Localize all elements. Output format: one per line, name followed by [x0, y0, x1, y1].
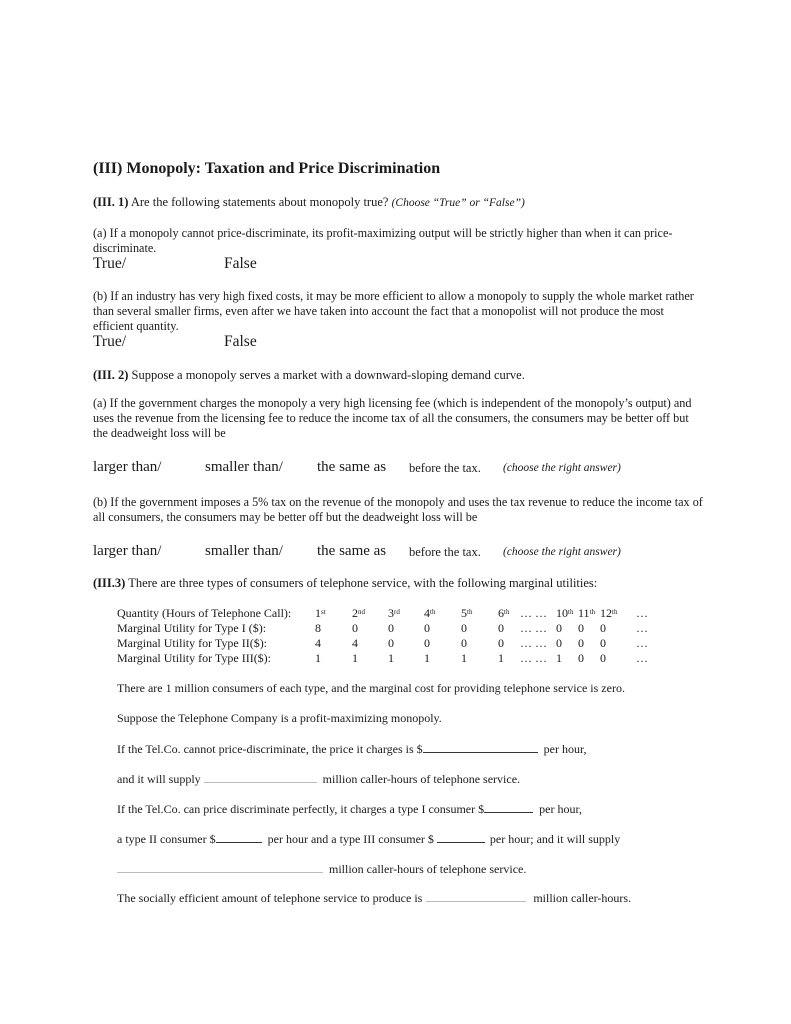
- table-row-type1: Marginal Utility for Type I ($): 8 0 0 0 0 0 … … 0 0 0 …: [117, 621, 651, 636]
- ellipsis: …: [636, 606, 648, 620]
- table-row-type3: Marginal Utility for Type III($): 1 1 1 1 1 1 … … 1 0 0 …: [117, 651, 651, 666]
- question-1b-text: (b) If an industry has very high fixed costs, it may be more efficient to allow a monopoly to supply the whole market rather than several smaller firms, even after we have taken into account the fact that a monopolist will not produce the most efficient quantity.: [93, 289, 694, 334]
- question-3-type2-type3-price: a type II consumer $ per hour and a type III consumer $ per hour; and it will supply: [117, 832, 621, 846]
- question-3-efficient-amount: The socially efficient amount of telephone service to produce is million caller-hours.: [117, 891, 632, 905]
- efficient-amount-field[interactable]: [426, 889, 526, 902]
- quantity-header: 1st: [315, 606, 326, 620]
- quantity-header: 11th: [578, 606, 596, 620]
- question-2b-text: (b) If the government imposes a 5% tax on the revenue of the monopoly and uses the tax revenue to reduce the income tax of all consumers, the consumers may be better off but the deadweight loss will be: [93, 495, 703, 525]
- question-3-text: There are three types of consumers of telephone service, with the following marginal utilities:: [125, 576, 598, 590]
- page-title: (III) Monopoly: Taxation and Price Discrimination: [93, 160, 441, 177]
- question-2b-larger-option[interactable]: larger than/: [93, 543, 162, 559]
- price-answer-field[interactable]: [423, 740, 538, 753]
- question-2a-smaller-option[interactable]: smaller than/: [205, 459, 283, 475]
- quantity-header: 6th: [498, 606, 510, 620]
- question-2-text: Suppose a monopoly serves a market with a downward-sloping demand curve.: [128, 368, 525, 382]
- question-1-hint: (Choose “True” or “False”): [391, 197, 525, 209]
- question-1-label: (III. 1): [93, 195, 129, 209]
- quantity-header: 5th: [461, 606, 473, 620]
- marginal-utility-table: [117, 606, 651, 666]
- question-1b-false-option[interactable]: False: [224, 333, 257, 350]
- question-3-discrimination-quantity: million caller-hours of telephone service.: [117, 860, 526, 877]
- row-label: Marginal Utility for Type II($):: [117, 636, 268, 650]
- ellipsis: …: [636, 651, 648, 665]
- question-2a-same-option[interactable]: the same as: [317, 459, 387, 475]
- type2-price-field[interactable]: [216, 830, 262, 843]
- ellipsis: … …: [520, 606, 547, 620]
- ellipsis: … …: [520, 621, 547, 635]
- type1-price-field[interactable]: [484, 800, 533, 813]
- question-2b-same-option[interactable]: the same as: [317, 543, 387, 559]
- question-1-text: Are the following statements about monopoly true?: [128, 195, 392, 209]
- quantity-header: 4th: [424, 606, 436, 620]
- type3-price-field[interactable]: [437, 830, 485, 843]
- question-1a-false-option[interactable]: False: [224, 255, 257, 272]
- question-3-consumers-text: There are 1 million consumers of each type, and the marginal cost for providing telephone service is zero.: [117, 681, 625, 695]
- discrimination-quantity-field[interactable]: [117, 860, 323, 873]
- row-label: Quantity (Hours of Telephone Call):: [117, 606, 292, 620]
- question-1-header: [93, 195, 525, 210]
- ellipsis: …: [636, 621, 648, 635]
- ellipsis: …: [636, 636, 648, 650]
- question-3-no-discrimination-price: If the Tel.Co. cannot price-discriminate, the price it charges is $ per hour,: [117, 742, 587, 756]
- ellipsis: … …: [520, 636, 547, 650]
- quantity-answer-field[interactable]: [204, 770, 317, 783]
- question-3-no-discrimination-quantity: and it will supply million caller-hours of telephone service.: [117, 772, 521, 786]
- question-3-header: [93, 576, 597, 591]
- question-3-label: (III.3): [93, 576, 126, 590]
- table-row-quantity: [117, 606, 651, 621]
- question-2b-before-tax: before the tax.: [409, 545, 481, 559]
- quantity-header: 12th: [600, 606, 618, 620]
- quantity-header: 3rd: [388, 606, 400, 620]
- quantity-header: 2nd: [352, 606, 365, 620]
- ellipsis: … …: [520, 651, 547, 665]
- question-2a-before-tax: before the tax.: [409, 461, 481, 475]
- row-label: Marginal Utility for Type III($):: [117, 651, 272, 665]
- question-3-monopoly-text: Suppose the Telephone Company is a profit-maximizing monopoly.: [117, 711, 442, 725]
- question-1b-true-option[interactable]: True/: [93, 333, 127, 350]
- question-3-type1-price: If the Tel.Co. can price discriminate perfectly, it charges a type I consumer $ per hour,: [117, 802, 582, 816]
- row-label: Marginal Utility for Type I ($):: [117, 621, 267, 635]
- question-2a-hint: (choose the right answer): [503, 462, 621, 474]
- question-2-header: [93, 368, 525, 383]
- question-2-label: (III. 2): [93, 368, 129, 382]
- question-1a-text: (a) If a monopoly cannot price-discriminate, its profit-maximizing output will be strictly higher than when it can price-discriminate.: [93, 226, 673, 256]
- question-2a-text: (a) If the government charges the monopoly a very high licensing fee (which is independent of the monopoly’s output) and uses the revenue from the licensing fee to reduce the income tax of all the consumers, the consumers may be better off but the deadweight loss will be: [93, 396, 692, 441]
- question-2b-hint: (choose the right answer): [503, 546, 621, 558]
- question-2a-larger-option[interactable]: larger than/: [93, 459, 162, 475]
- question-2b-smaller-option[interactable]: smaller than/: [205, 543, 283, 559]
- question-1a-true-option[interactable]: True/: [93, 255, 127, 272]
- quantity-header: 10th: [556, 606, 574, 620]
- table-row-type2: Marginal Utility for Type II($): 4 4 0 0 0 0 … … 0 0 0 …: [117, 636, 651, 651]
